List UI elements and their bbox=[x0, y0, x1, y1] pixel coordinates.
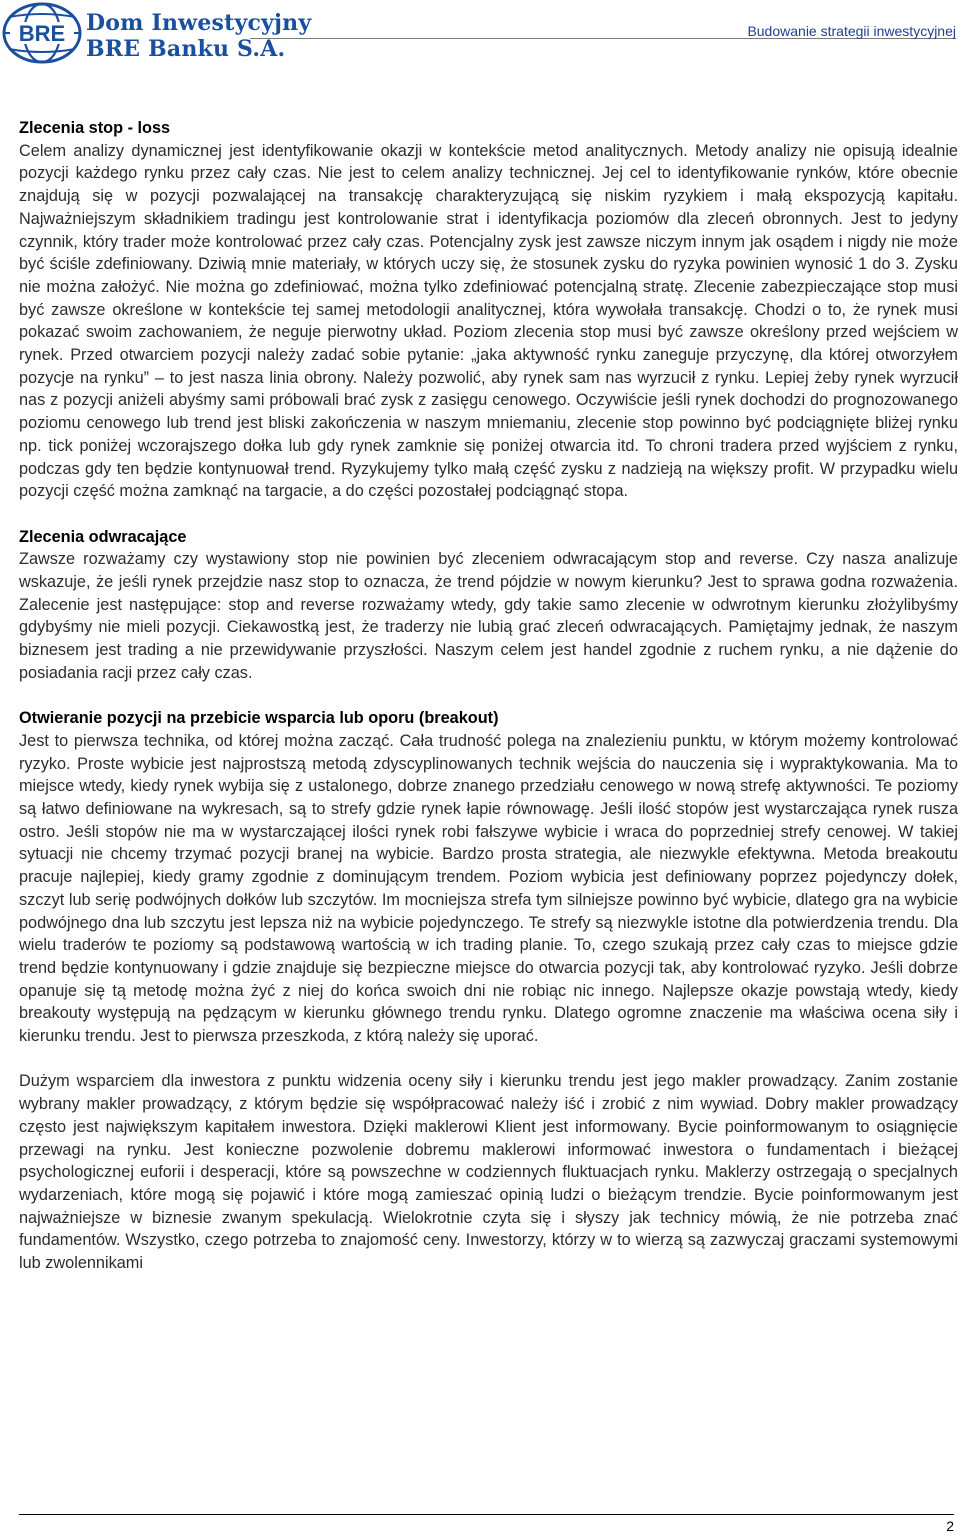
paragraph-gap bbox=[19, 503, 958, 526]
brand-line-1: Dom Inwestycyjny bbox=[86, 10, 312, 36]
section-broker bbox=[19, 1070, 958, 1274]
paragraph-gap bbox=[19, 1048, 958, 1071]
bre-globe-icon bbox=[2, 2, 82, 64]
page-number: 2 bbox=[946, 1518, 954, 1534]
footer-divider bbox=[19, 1514, 954, 1515]
section-stop-loss bbox=[19, 117, 958, 503]
logo-text: BRE bbox=[18, 21, 66, 46]
bre-logo bbox=[2, 2, 312, 64]
section-breakout bbox=[19, 707, 958, 1048]
paragraph-gap bbox=[19, 685, 958, 708]
section-paragraph: Jest to pierwsza technika, od której można zacząć. Cała trudność polega na znalezieniu punktu, w którym możemy kontrolować ryzyko. Proste wybicie jest najprostszą metodą zdyscyplinowanych technik wejścia do nauczenia się i wypraktykowania. Ma to miejsce wtedy, kiedy rynek wybija się z ustalonego, dobrze znanego przedziału cenowego w nową strefę aktywności. Te poziomy są łatwo definiowane na wykresach, są to strefy gdzie rynek łapie równowagę. Jeśli ilość stopów jest wystarczająca rynek rusza ostro. Jeśli stopów nie ma w wystarczającej ilości rynek robi fałszywe wybicie i wraca do poprzedniej strefy cenowej. W takiej sytuacji nie chcemy trzymać pozycji branej na wybicie. Bardzo prosta strategia, ale niezwykle efektywna. Metoda breakoutu pracuje najlepiej, kiedy gramy zgodnie z dominującym trendem. Poziom wybicia jest definiowany poprzez pojedynczy dołek, szczyt lub serię podwójnych dołków lub szczytów. Im mocniejsza strefa tym silniejsze powinno być wybicie, dlatego gra na wybicie podwójnego dna lub szczytu jest lepsza niż na wybicie pojedynczego. Te strefy są niezwykle istotne dla potwierdzenia trendu. Dla wielu traderów te poziomy są podstawową wartością w ich trading planie. To, czego szukają przez cały czas to miejsce gdzie trend będzie kontynuowany i gdzie znajduje się bezpieczne miejsce do otwarcia pozycji tak, aby kontrolować ryzyko. Jeśli dobrze opanuje się tą metodę można żyć z niej do końca swoich dni nie robiąc nic innego. Najlepsze okazje powstają wtedy, kiedy breakouty występują na pędzącym w kierunku głównego trendu rynku. Dlatego ogromne znaczenie ma właściwa ocena siły i kierunku trendu. Jest to pierwsza przeszkoda, z którą należy się uporać. bbox=[19, 731, 958, 1046]
section-reversing-orders bbox=[19, 526, 958, 685]
section-heading: Zlecenia odwracające bbox=[19, 527, 187, 546]
section-heading: Otwieranie pozycji na przebicie wsparcia lub oporu (breakout) bbox=[19, 709, 499, 728]
brand-line-2: BRE Banku S.A. bbox=[86, 36, 286, 62]
page-header bbox=[0, 0, 960, 70]
section-paragraph: Dużym wsparciem dla inwestora z punktu widzenia oceny siły i kierunku trendu jest jego makler prowadzący. Zanim zostanie wybrany makler prowadzący, z którym będzie się współpracować należy iść i zrobić z nim wywiad. Dobry makler prowadzący często jest największym kapitałem inwestora. Dzięki maklerowi Klient jest informowany. Bycie poinformowanym to osiągnięcie przewagi na rynku. Jest konieczne pozwolenie dobremu maklerowi informować inwestora o fundamentach i bieżącej psychologicznej euforii i desperacji, które są powszechne w codziennych fluktuacjach rynku. Maklerzy ostrzegają o specjalnych wydarzeniach, które mogą się pojawić i które mogą zamieszać opinią ludzi o bieżącym trendzie. Bycie poinformowanym jest najważniejsze w biznesie zwanym spekulacją. Wielokrotnie czyta się i słyszy jak technicy mówią, że nie potrzeba znać fundamentów. Wszystko, czego potrzeba to znajomość ceny. Inwestorzy, którzy w to wierzą są zazwyczaj graczami systemowymi lub zwolennikami bbox=[19, 1072, 958, 1273]
section-paragraph: Zawsze rozważamy czy wystawiony stop nie powinien być zleceniem odwracającym stop and reverse. Czy nasza analizuje wskazuje, że jeśli rynek przejdzie nasz stop to oznacza, że trend pójdzie w nowym kierunku? Jest to sprawa godna rozważenia. Zalecenie jest następujące: stop and reverse rozważamy wtedy, gdy takie samo zlecenie w odwrotnym kierunku złożylibyśmy gdybyśmy nie mieli pozycji. Ciekawostką jest, że traderzy nie lubią grać zleceń odwracających. Pamiętajmy jednak, że naszym biznesem jest trading a nie przewidywanie przyszłości. Naszym celem jest handel zgodnie z ruchem rynku, a nie dążenie do posiadania racji przez cały czas. bbox=[19, 550, 958, 682]
section-heading: Zlecenia stop - loss bbox=[19, 119, 171, 137]
document-body bbox=[19, 117, 958, 1275]
section-paragraph: Celem analizy dynamicznej jest identyfikowanie okazji w kontekście metod analitycznych. Metody analizy nie opisują idealnie pozycji każdego rynku przez cały czas. Nie jest to celem analizy technicznej. Jej cel to identyfikowanie rynków, które obecnie znajdują się w pozycji pozwalającej na transakcję charakteryzującą się niskim ryzykiem i małą ekspozycją kapitału. Najważniejszym składnikiem tradingu jest kontrolowanie strat i identyfikacja poziomów dla zleceń obronnych. Jest to jedyny czynnik, który trader może kontrolować przez cały czas. Potencjalny zysk jest zawsze niczym innym jak osądem i nigdy nie może być ściśle zdefiniowany. Dziwią mnie materiały, w których uczy się, że stosunek zysku do ryzyka powinien wynosić 1 do 3. Zysku nie można założyć. Nie można go zdefiniować, można tylko zdefiniować potencjalną stratę. Zlecenie zabezpieczające stop musi być zawsze określone w kontekście tej samej metodologii analitycznej, która wywołała transakcję. Chodzi o to, że rynek musi pokazać swoim zachowaniem, że neguje pierwotny układ. Poziom zlecenia stop musi być zawsze określony przed wejściem w rynek. Przed otwarciem pozycji należy zadać sobie pytanie: „jaka aktywność rynku zaneguje przyczynę, dla której otworzyłem pozycje na rynku” – to jest nasza linia obrony. Należy pozwolić, aby rynek sam nas wyrzucił z rynku. Lepiej żeby rynek wyrzucił nas z pozycji aniżeli abyśmy sami próbowali brać zysk z zasięgu cenowego. Oczywiście jeśli rynek dochodzi do prognozowanego poziomu cenowego lub trend jest bliski zakończenia w naszym mniemaniu, zlecenie stop powinno być podciągnięte bliżej rynku np. tick poniżej wczorajszego dołka lub gdy rynek zamknie się poniżej otwarcia itd. To chroni tradera przed wyjściem z rynku, podczas gdy ten będzie kontynuował trend. Ryzykujemy tylko małą część zysku z nadzieją na większy profit. W przypadku wielu pozycji część można zamknąć na targacie, a do części pozostałej podciągnąć stopa. bbox=[19, 141, 958, 501]
document-title: Budowanie strategii inwestycyjnej bbox=[747, 23, 956, 39]
